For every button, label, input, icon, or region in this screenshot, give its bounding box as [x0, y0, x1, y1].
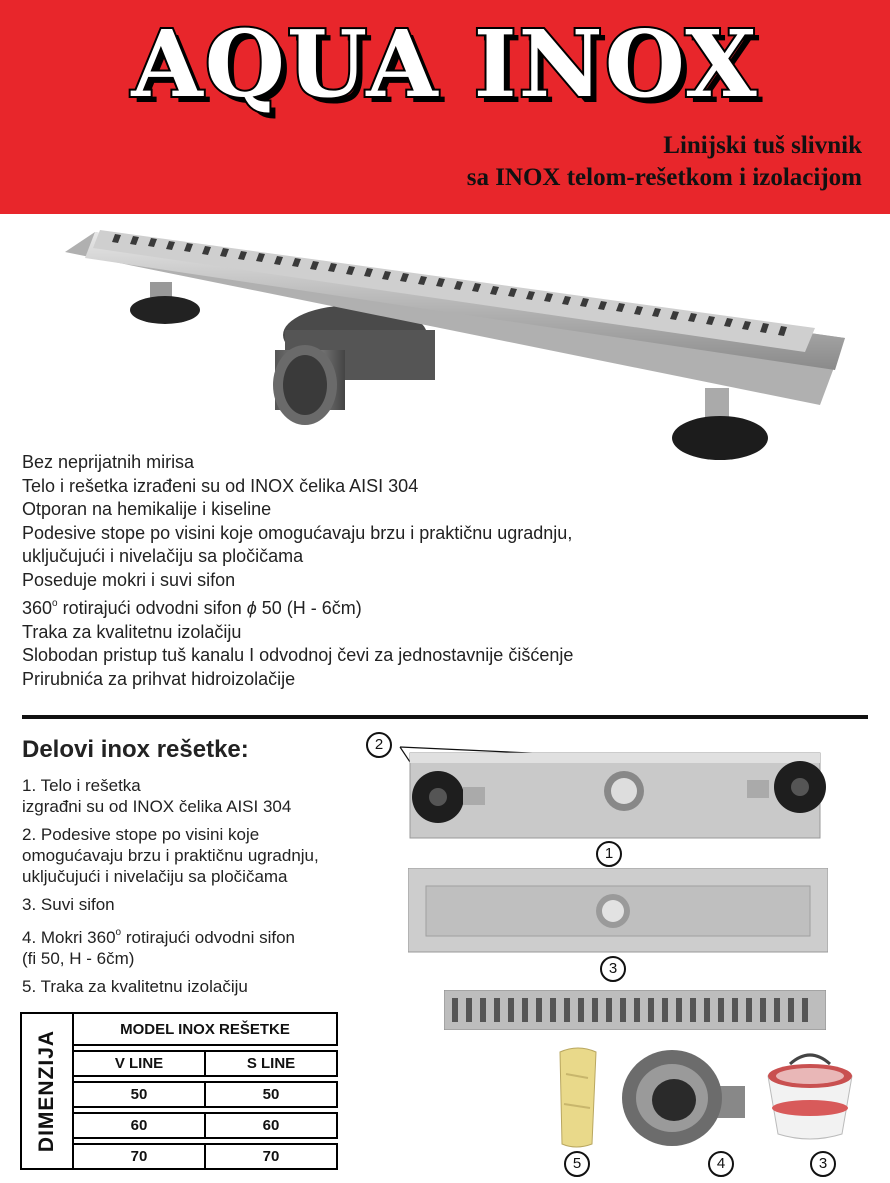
feature-item: Otporan na hemikalije i kiseline [22, 499, 272, 519]
dimension-label-cell [21, 1013, 73, 1169]
col-header-v-line: V LINE [73, 1051, 205, 1076]
header-banner [0, 0, 890, 214]
channel-top-image [408, 868, 828, 954]
feature-item: uključujući i nivelačiju sa pločičama [22, 546, 304, 566]
rotating-rest: 50 (H - 6čm) [256, 598, 362, 618]
feature-item: Podesive stope po visini koje omogućavaju brzu i praktičnu ugradnju, [22, 522, 573, 543]
product-image [55, 210, 855, 480]
part-item: 5. Traka za kvalitetnu izolačiju [22, 977, 248, 996]
rotating-text: rotirajući odvodni sifon [57, 598, 247, 618]
table-cell: 50 [73, 1082, 205, 1107]
brand-logo: AQUA INOX [131, 10, 759, 118]
part-item: 1. Telo i rešetka izgrađni su od INOX čelika AISI 304 [22, 776, 292, 816]
table-cell: 60 [205, 1113, 337, 1138]
subtitle-line2: sa INOX telom-rešetkom i izolacijom [466, 164, 862, 191]
wet-siphon-image [620, 1048, 748, 1148]
feature-item: Telo i rešetka izrađeni su od INOX čelika AISI 304 [22, 475, 419, 496]
table-cell: 70 [73, 1144, 205, 1169]
callout-1: 1 [596, 841, 622, 867]
features-list [22, 451, 722, 691]
table-cell: 50 [205, 1082, 337, 1107]
degree-sup: o [52, 598, 58, 609]
table-cell: 70 [205, 1144, 337, 1169]
tape-roll-image [548, 1044, 608, 1149]
dimension-table [20, 1012, 338, 1170]
channel-underside-image [395, 735, 835, 845]
part-item: 3. Suvi sifon [22, 895, 115, 914]
feature-item: Traka za kvalitetnu izolačiju [22, 621, 242, 642]
callout-5: 5 [564, 1151, 590, 1177]
dry-siphon-image [760, 1046, 860, 1146]
callout-4: 4 [708, 1151, 734, 1177]
callout-3-siphon: 3 [810, 1151, 836, 1177]
parts-list [22, 775, 402, 1004]
feature-item: Prirubnića za prihvat hidroizolačije [22, 668, 296, 689]
subtitle-line1: Linijski tuš slivnik [663, 132, 862, 159]
section-divider [22, 715, 868, 719]
col-header-s-line: S LINE [205, 1051, 337, 1076]
part-item: 4. Mokri 360$^o$ rotirajući odvodni sifon (fi 50, H - 6čm) [22, 927, 295, 968]
dimension-label: DIMENZIJA [35, 1029, 58, 1153]
feature-item: Bez neprijatnih mirisa [22, 452, 195, 472]
part-item: 2. Podesive stope po visini koje omogućavaju brzu i praktičnu ugradnju, uključujući i nivelačiju sa pločičama [22, 825, 319, 886]
feature-item: Slobodan pristup tuš kanalu I odvodnoj čevi za jednostavnije čišćenje [22, 645, 574, 665]
phi-symbol: ϕ [246, 598, 257, 618]
feature-item-rotating [22, 592, 722, 621]
parts-title: Delovi inox rešetke: [22, 736, 249, 763]
callout-2: 2 [366, 732, 392, 758]
feature-item: Poseduje mokri i suvi sifon [22, 569, 236, 590]
grate-image [444, 990, 826, 1030]
callout-3: 3 [600, 956, 626, 982]
rotating-degree: 360 [22, 598, 53, 618]
table-cell: 60 [73, 1113, 205, 1138]
table-header: MODEL INOX REŠETKE [73, 1013, 337, 1045]
